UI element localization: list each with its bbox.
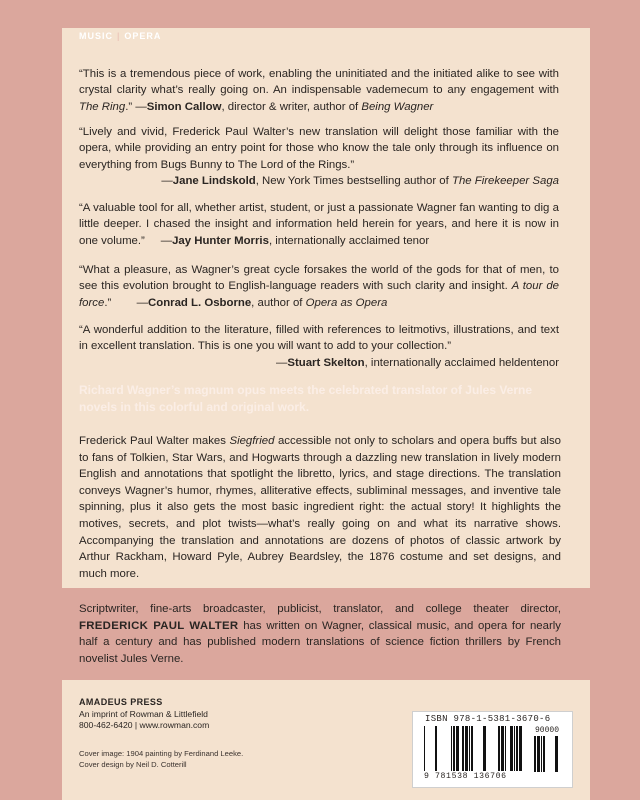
book-description: Frederick Paul Walter makes Siegfried accessible not only to scholars and opera buffs but also to fans of Tolkien, Star Wars, and Hogwarts through a dazzling new translation in lively modern English and annotations that spotlight the libretto, lyrics, and stage directions. The translation conveys Wagner’s humor, rhymes, alliterative effects, subliminal messages, and inventive tale spinning, plus it also gets the most basic ingredient right: the actual story! It highlights the motives, secrets, and plot twists—what’s really going on and what its narrative shows. Accompanying the translation and annotations are dozens of photos of classic artwork by Arthur Rackham, Howard Pyle, Aubrey Beardsley, the 1876 costume and set designs, and much more. <box>79 435 561 580</box>
quote-author: Jay Hunter Morris <box>172 234 269 247</box>
tagline: Richard Wagner’s magnum opus meets the celebrated translator of Jules Verne novels in this colorful and original work. <box>79 383 533 414</box>
isbn-label: ISBN 978-1-5381-3670-6 <box>425 714 551 724</box>
author-name: FREDERICK PAUL WALTER <box>79 619 239 632</box>
blurb-quote: “A valuable tool for all, whether artist, student, or just a passionate Wagner fan wanting to dig a little deeper. I chased the insight and information held herein for years, and here it is now in one volume.” —Jay Hunter Morris, internationally acclaimed tenor <box>79 202 559 247</box>
barcode-digits: 9 781538 136706 <box>424 772 507 781</box>
quote-attribution: —Jane Lindskold, New York Times bestselling author of The Firekeeper Saga <box>161 175 559 188</box>
price-barcode-icon <box>532 736 564 772</box>
quote-attribution: —Stuart Skelton, internationally acclaimed heldentenor <box>275 356 559 369</box>
barcode-icon <box>424 726 528 771</box>
blurb-quote: “What a pleasure, as Wagner’s great cycle forsakes the world of the gods for that of men, to see this evolution brought to English-language readers with such clarity and insight. A tour de force.” —Conrad L. Osborne, author of Opera as Opera <box>79 264 559 309</box>
publisher-name: AMADEUS PRESS <box>79 697 163 707</box>
category-label: MUSIC | OPERA <box>79 31 162 41</box>
quote-author: Jane Lindskold <box>172 175 256 188</box>
blurb-quote: “Lively and vivid, Frederick Paul Walter’s new translation will delight those familiar with the opera, while providing an entry point for those who know the tale only through its influence on everything from Bugs Bunny to The Lord of the Rings.” —Jane Lindskold, New York Times bestselling author of The Firekeeper Saga <box>79 124 559 190</box>
quote-author: Stuart Skelton <box>287 356 365 369</box>
publisher-imprint: An imprint of Rowman & Littlefield <box>79 708 208 719</box>
quote-author: Conrad L. Osborne <box>148 296 252 309</box>
cover-credits: Cover image: 1904 painting by Ferdinand Leeke. Cover design by Neil D. Cotterill <box>79 749 244 769</box>
price-code: 90000 <box>535 726 560 735</box>
publisher-info <box>79 697 209 732</box>
quote-author: Simon Callow <box>146 100 222 113</box>
publisher-contact: 800-462-6420 | www.rowman.com <box>79 720 210 730</box>
blurb-quote: “This is a tremendous piece of work, enabling the uninitiated and the initiated alike to see with crystal clarity what’s really going on. An indispensable vademecum to any engagement with The Ring.” —Simon Callow, director & writer, author of Being Wagner <box>79 68 559 113</box>
blurb-quote: “A wonderful addition to the literature, filled with references to leitmotivs, illustrations, and text in excellent translation. This is one you will want to add to your collection.” —Stuart Skelton, internationally acclaimed heldentenor <box>79 322 559 371</box>
book-title: Siegfried <box>229 435 275 447</box>
category-text: MUSIC <box>79 31 113 41</box>
author-bio: Scriptwriter, fine-arts broadcaster, publicist, translator, and college theater director, FREDERICK PAUL WALTER has written on Wagner, classical music, and opera for nearly half a century and has published modern translations of science fiction thrillers by French novelist Jules Verne. <box>79 603 561 665</box>
subcategory-text: OPERA <box>124 31 162 41</box>
